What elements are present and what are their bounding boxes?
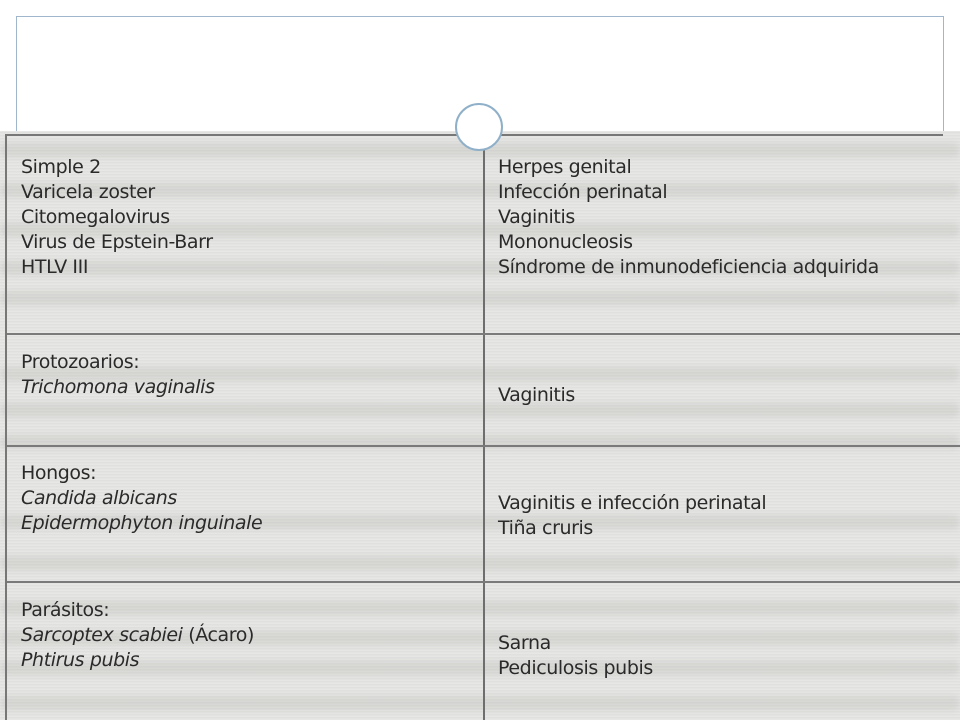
row-2-conditions <box>498 383 575 408</box>
row-divider <box>7 445 960 447</box>
row-1-agents <box>21 155 213 280</box>
category-heading: Parásitos: <box>21 599 110 621</box>
infection-table <box>5 134 943 720</box>
condition-name: Tiña cruris <box>498 517 593 539</box>
condition-name: Vaginitis <box>498 206 575 228</box>
category-heading: Hongos: <box>21 462 97 484</box>
row-divider <box>7 333 960 335</box>
column-divider <box>483 136 485 720</box>
row-2-agents <box>21 350 215 400</box>
agent-name: Virus de Epstein-Barr <box>21 231 213 253</box>
condition-name: Infección perinatal <box>498 181 668 203</box>
condition-name: Vaginitis <box>498 384 575 406</box>
agent-common-name: (Ácaro) <box>182 624 255 646</box>
row-4-conditions <box>498 631 653 681</box>
condition-name: Síndrome de inmunodeficiencia adquirida <box>498 256 879 278</box>
row-divider <box>7 581 960 583</box>
agent-name: Citomegalovirus <box>21 206 170 228</box>
condition-name: Herpes genital <box>498 156 632 178</box>
scanned-table-image <box>0 131 960 720</box>
condition-name: Sarna <box>498 632 551 654</box>
category-heading: Protozoarios: <box>21 351 140 373</box>
agent-scientific-name: Phtirus pubis <box>21 649 140 671</box>
agent-name: Epidermophyton inguinale <box>21 512 263 534</box>
condition-name: Vaginitis e infección perinatal <box>498 492 767 514</box>
row-3-conditions <box>498 491 766 541</box>
agent-scientific-name: Sarcoptex scabiei <box>21 624 183 646</box>
agent-name <box>21 623 254 648</box>
row-4-agents <box>21 598 254 673</box>
agent-name: Varicela zoster <box>21 181 155 203</box>
slide-decoration-circle <box>455 103 503 151</box>
agent-name <box>21 648 254 673</box>
condition-name: Pediculosis pubis <box>498 657 653 679</box>
row-3-agents <box>21 461 262 536</box>
agent-name: Simple 2 <box>21 156 101 178</box>
agent-name: HTLV III <box>21 256 89 278</box>
condition-name: Mononucleosis <box>498 231 633 253</box>
agent-name: Trichomona vaginalis <box>21 376 215 398</box>
row-1-conditions <box>498 155 879 280</box>
agent-name: Candida albicans <box>21 487 177 509</box>
